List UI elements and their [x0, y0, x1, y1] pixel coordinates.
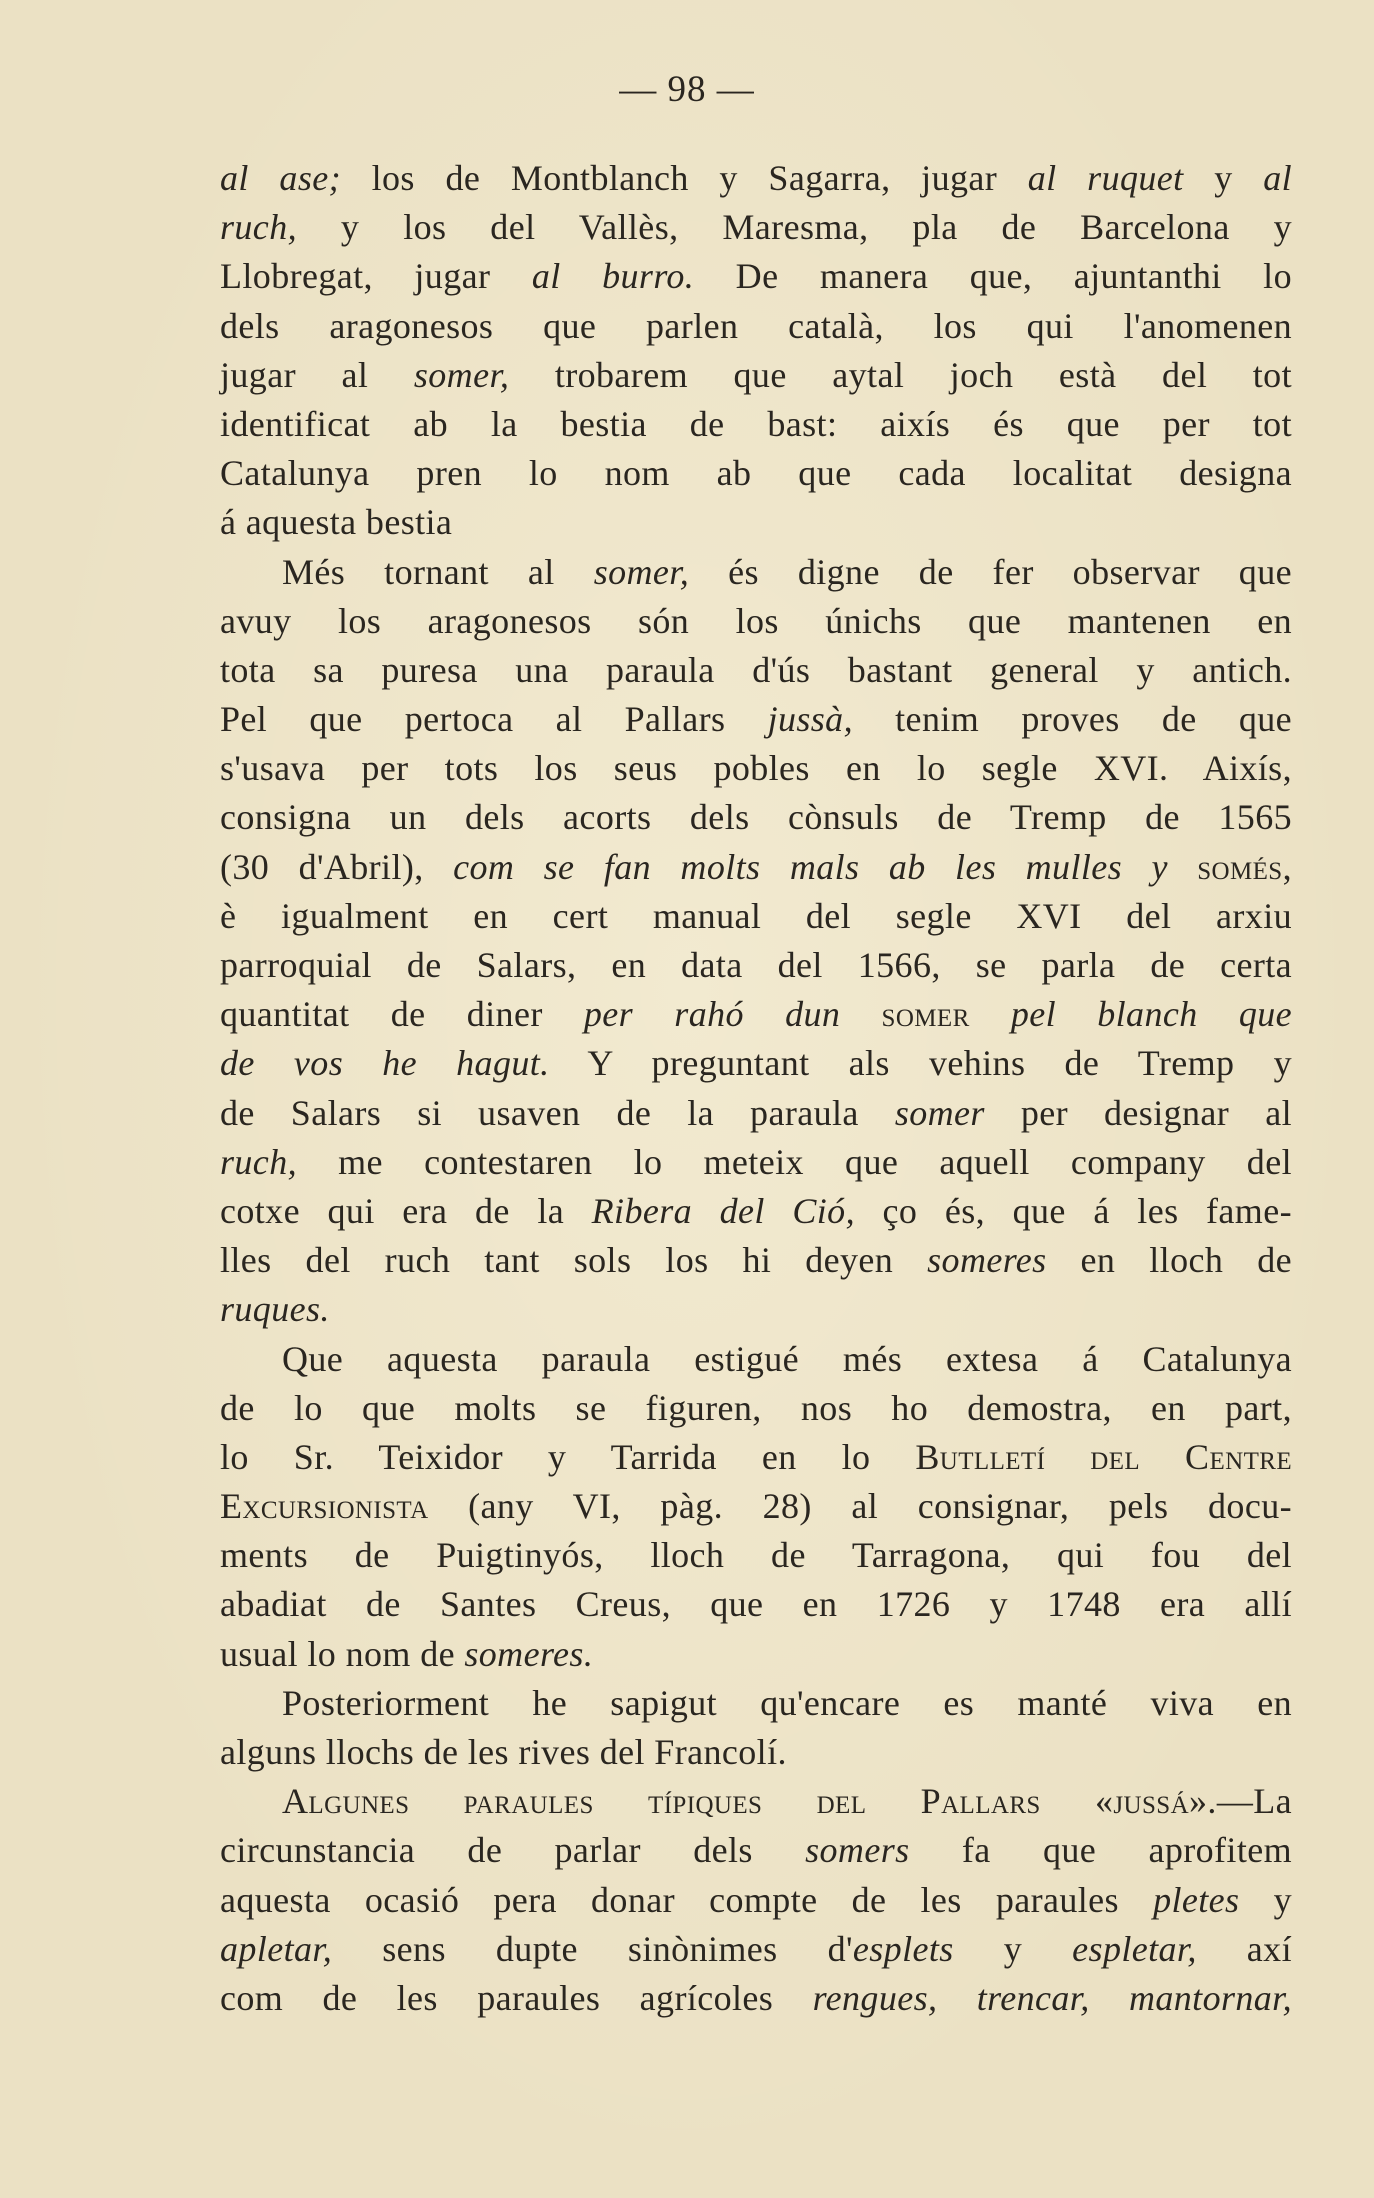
text-line — [220, 1236, 1292, 1285]
text-line — [220, 793, 1292, 842]
text-segment: trobarem que aytal joch està del tot — [509, 354, 1292, 395]
text-line — [220, 1384, 1292, 1433]
text-segment: jugar al — [220, 354, 414, 395]
text-line — [220, 1531, 1292, 1580]
text-segment: pletes — [1153, 1879, 1240, 1920]
text-segment: aquesta ocasió pera donar compte de les paraules — [220, 1879, 1154, 1920]
text-line — [220, 1335, 1292, 1384]
text-segment: lles del ruch tant sols los hi deyen — [220, 1240, 928, 1281]
text-segment: en lloch de — [1046, 1240, 1292, 1281]
text-segment: (any VI, pàg. 28) al consignar, pels docu- — [428, 1486, 1292, 1527]
text-segment: espletar, — [1072, 1928, 1197, 1969]
text-segment: abadiat de Santes Creus, que en 1726 y 1748 era allí — [220, 1584, 1292, 1625]
text-segment: ruch, — [220, 207, 297, 248]
text-line — [220, 1679, 1292, 1728]
text-line — [220, 1580, 1292, 1629]
text-segment: Que aquesta paraula estigué més extesa á Catalunya — [282, 1338, 1292, 1379]
text-segment: tota sa puresa una paraula d'ús bastant general y antich. — [220, 649, 1292, 690]
text-segment: De manera que, ajuntanthi lo — [694, 256, 1292, 297]
text-line — [220, 548, 1292, 597]
text-line — [220, 1630, 1292, 1679]
text-line — [220, 449, 1292, 498]
text-line — [220, 843, 1292, 892]
text-segment: com se fan molts mals ab les mulles y — [453, 846, 1168, 887]
text-segment — [970, 994, 1011, 1034]
text-segment: someres. — [464, 1633, 594, 1674]
text-line — [220, 1138, 1292, 1187]
text-segment: per designar al — [984, 1092, 1292, 1133]
text-segment: Algunes paraules típiques del Pallars «jussá». — [282, 1781, 1217, 1822]
text-line — [220, 744, 1292, 793]
text-segment: someres — [927, 1240, 1047, 1281]
text-segment: somer — [894, 1092, 985, 1133]
text-segment: de Salars si usaven de la paraula — [220, 1092, 895, 1133]
text-segment: al burro. — [531, 256, 695, 297]
text-segment: somer, — [593, 551, 690, 592]
text-segment: ments de Puigtinyós, lloch de Tarragona, qui fou del — [220, 1535, 1292, 1576]
text-segment: (30 d'Abril), — [220, 846, 454, 887]
text-segment: Pel que pertoca al Pallars — [220, 699, 768, 740]
text-segment: Butlletí del Centre — [915, 1436, 1292, 1477]
page-number: — 98 — — [619, 69, 755, 110]
text-line — [220, 1876, 1292, 1925]
text-segment: alguns llochs de les rives del Francolí. — [220, 1732, 787, 1772]
text-segment: sens dupte sinònimes d' — [332, 1928, 853, 1969]
text-segment: somés, — [1167, 846, 1292, 887]
text-segment: parroquial de Salars, en data del 1566, se parla de certa — [220, 945, 1292, 985]
text-line — [220, 400, 1292, 449]
text-segment: al ase; — [220, 158, 341, 198]
text-segment: de vos he hagut. — [220, 1043, 550, 1084]
text-segment: cotxe qui era de la — [220, 1190, 592, 1231]
text-segment: á aquesta bestia — [220, 502, 453, 543]
text-line — [220, 498, 1292, 547]
text-segment: dels aragonesos que parlen català, los qui l'anomenen — [220, 305, 1292, 346]
text-segment: esplets — [852, 1928, 954, 1969]
text-line — [220, 154, 1292, 203]
text-segment: y — [1183, 158, 1264, 198]
text-segment: s'usava per tots los seus pobles en lo segle XVI. Aixís, — [220, 748, 1292, 789]
text-line — [220, 1777, 1292, 1826]
text-segment: Posteriorment he sapigut qu'encare es manté viva en — [282, 1682, 1292, 1723]
text-segment: és digne de fer observar que — [689, 551, 1292, 592]
text-segment: jussà, — [767, 699, 853, 740]
text-segment: Y preguntant als vehins de Tremp y — [549, 1043, 1292, 1084]
text-segment: me contestaren lo meteix que aquell company del — [297, 1141, 1292, 1182]
text-segment: y — [1239, 1879, 1292, 1920]
text-line — [220, 1826, 1292, 1875]
text-segment: fa que aprofitem — [909, 1830, 1293, 1871]
text-segment: consigna un dels acorts dels cònsuls de Tremp de 1565 — [220, 797, 1292, 838]
text-segment: usual lo nom de — [220, 1633, 465, 1674]
text-segment: avuy los aragonesos són los únichs que mantenen en — [220, 600, 1292, 641]
text-line — [220, 1285, 1292, 1334]
text-line — [220, 1728, 1292, 1777]
text-line — [220, 1187, 1292, 1236]
text-segment: rengues, trencar, mantornar, — [812, 1977, 1292, 2018]
body-text — [220, 154, 1292, 2023]
text-line — [220, 302, 1292, 351]
text-line — [220, 1974, 1292, 2023]
text-line — [220, 1482, 1292, 1531]
text-line — [220, 351, 1292, 400]
text-segment: com de les paraules agrícoles — [220, 1977, 813, 2018]
text-segment: al ruquet — [1027, 158, 1184, 198]
text-segment: los de Montblanch y Sagarra, jugar — [341, 158, 1028, 198]
text-segment: apletar, — [220, 1928, 333, 1969]
text-segment: lo Sr. Teixidor y Tarrida en lo — [220, 1436, 916, 1477]
text-line — [220, 941, 1292, 990]
text-segment: per rahó dun — [583, 994, 841, 1035]
text-segment: identificat ab la bestia de bast: aixís és que per tot — [220, 403, 1292, 444]
text-line — [220, 695, 1292, 744]
text-segment: al — [1263, 158, 1293, 198]
text-line — [220, 892, 1292, 941]
text-segment: Llobregat, jugar — [220, 256, 532, 297]
text-segment: somers — [805, 1830, 910, 1871]
text-segment: Més tornant al — [282, 551, 594, 592]
text-line — [220, 1039, 1292, 1088]
text-segment: pel blanch que — [1010, 994, 1292, 1035]
text-segment: Catalunya pren lo nom ab que cada localitat designa — [220, 453, 1292, 494]
text-line — [220, 646, 1292, 695]
text-line — [220, 597, 1292, 646]
text-segment: de lo que molts se figuren, nos ho demostra, en part, — [220, 1387, 1292, 1428]
text-segment: circunstancia de parlar dels — [220, 1830, 806, 1871]
text-line — [220, 990, 1292, 1039]
text-segment: quantitat de diner — [220, 994, 584, 1035]
text-segment: è igualment en cert manual del segle XVI del arxiu — [220, 895, 1292, 936]
text-segment: Ribera del Ció, — [591, 1190, 855, 1231]
text-segment: tenim proves de que — [852, 699, 1293, 740]
text-line — [220, 1433, 1292, 1482]
text-segment: y los del Vallès, Maresma, pla de Barcelona y — [297, 207, 1292, 248]
text-segment: Excursionista — [220, 1486, 429, 1527]
text-line — [220, 1925, 1292, 1974]
text-segment: ço és, que á les fame- — [854, 1190, 1292, 1231]
text-segment: —La — [1216, 1781, 1292, 1822]
text-line — [220, 203, 1292, 252]
text-segment: y — [953, 1928, 1073, 1969]
text-segment: somer, — [413, 354, 510, 395]
text-segment: ruques. — [220, 1289, 330, 1330]
text-line — [220, 252, 1292, 301]
text-segment: axí — [1196, 1928, 1292, 1969]
text-segment: somer — [840, 994, 970, 1035]
text-line — [220, 1089, 1292, 1138]
text-segment: ruch, — [220, 1141, 297, 1182]
